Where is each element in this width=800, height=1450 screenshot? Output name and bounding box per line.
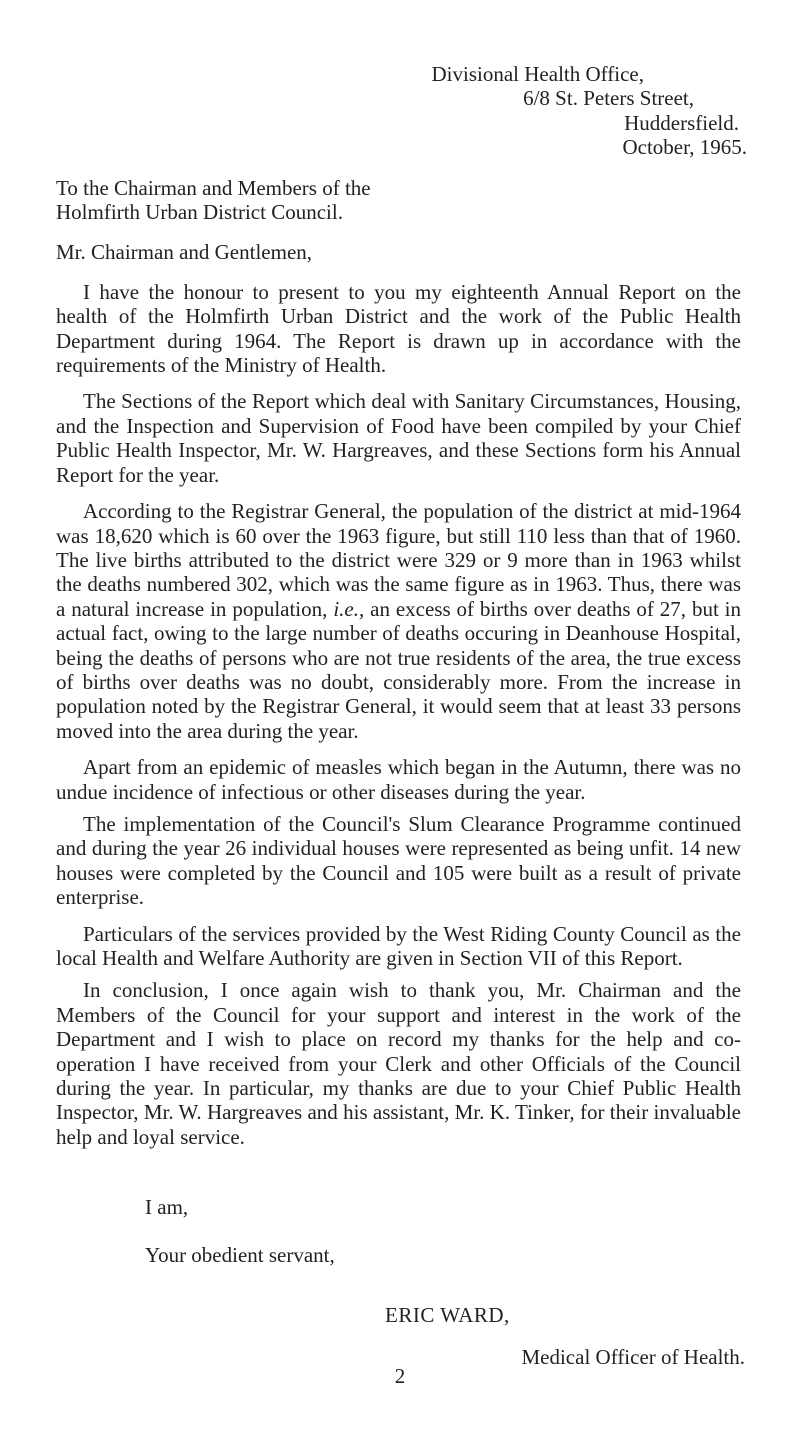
- paragraph-conclusion: In conclusion, I once again wish to thank you, Mr. Chairman and the Members of the Council for your support and interest in the work of the Department and I wish to place on record my thanks for the help and co-operation I have received from your Clerk and other Officials of the Council during the year. In particular, my thanks are due to your Chief Public Health Inspector, Mr. W. Hargreaves and his assistant, Mr. K. Tinker, for their invaluable help and loyal service.: [56, 978, 741, 1149]
- paragraph-sections: The Sections of the Report which deal with Sanitary Circumstances, Housing, and the Inspection and Supervision of Food have been compiled by your Chief Public Health Inspector, Mr. W. Hargreaves, and these Sections form his Annual Report for the year.: [56, 389, 741, 487]
- address-line-office: Divisional Health Office,: [431, 62, 644, 86]
- sender-address: [56, 62, 747, 160]
- address-line-street: 6/8 St. Peters Street,: [523, 86, 694, 111]
- signature-name: ERIC WARD,: [385, 1303, 510, 1328]
- signature-title: Medical Officer of Health.: [521, 1345, 745, 1370]
- paragraph-introduction: I have the honour to present to you my eighteenth Annual Report on the health of the Holmfirth Urban District and the work of the Public Health Department during 1964. The Report is drawn up in accordance with the requirements of the Ministry of Health.: [56, 279, 741, 378]
- ie-abbreviation: i.e.,: [333, 596, 365, 621]
- paragraph-slum-clearance: The implementation of the Council's Slum Clearance Programme continued and during the year 26 individual houses were represented as being unfit. 14 new houses were completed by the Council and 105 were built as a result of private enterprise.: [56, 811, 741, 910]
- paragraph-population: [56, 499, 741, 743]
- paragraph-county-services: Particulars of the services provided by the West Riding County Council as the local Health and Welfare Authority are given in Section VII of this Report.: [56, 921, 741, 970]
- letter-date: October, 1965.: [622, 135, 747, 160]
- closing-servant: Your obedient servant,: [145, 1242, 335, 1267]
- closing-i-am: I am,: [145, 1195, 189, 1220]
- address-line-town: Huddersfield.: [624, 110, 739, 135]
- recipient-block: [56, 176, 741, 225]
- paragraph-population-part-1: According to the Registrar General, the population of the district at mid-1964 was 18,620 which is 60 over the 1963 figure, but still 110 less than that of 1960. The live births attributed to the district were 329 or 9 more than in 1963 whilst the deaths numbered 302, which was the same figure as in 1963. Thus, there was a natural increase in population,: [56, 499, 741, 621]
- page-number: 2: [394, 1364, 406, 1388]
- paragraph-infectious-diseases: Apart from an epidemic of measles which began in the Autumn, there was no undue incidence of infectious or other diseases during the year.: [56, 755, 741, 804]
- recipient-line: To the Chairman and Members of the: [56, 175, 371, 200]
- paragraph-population-part-2: an excess of births over deaths of 27, but in actual fact, owing to the large number of deaths occuring in Deanhouse Hospital, being the deaths of persons who are not true residents of the area, the true excess of births over deaths was no doubt, considerably more. From the increase in population noted by the Registrar General, it would seem that at least 33 persons moved into the area during the year.: [56, 596, 742, 743]
- salutation: Mr. Chairman and Gentlemen,: [56, 240, 313, 265]
- letter: [56, 62, 747, 1370]
- recipient-line: Holmfirth Urban District Council.: [56, 200, 343, 225]
